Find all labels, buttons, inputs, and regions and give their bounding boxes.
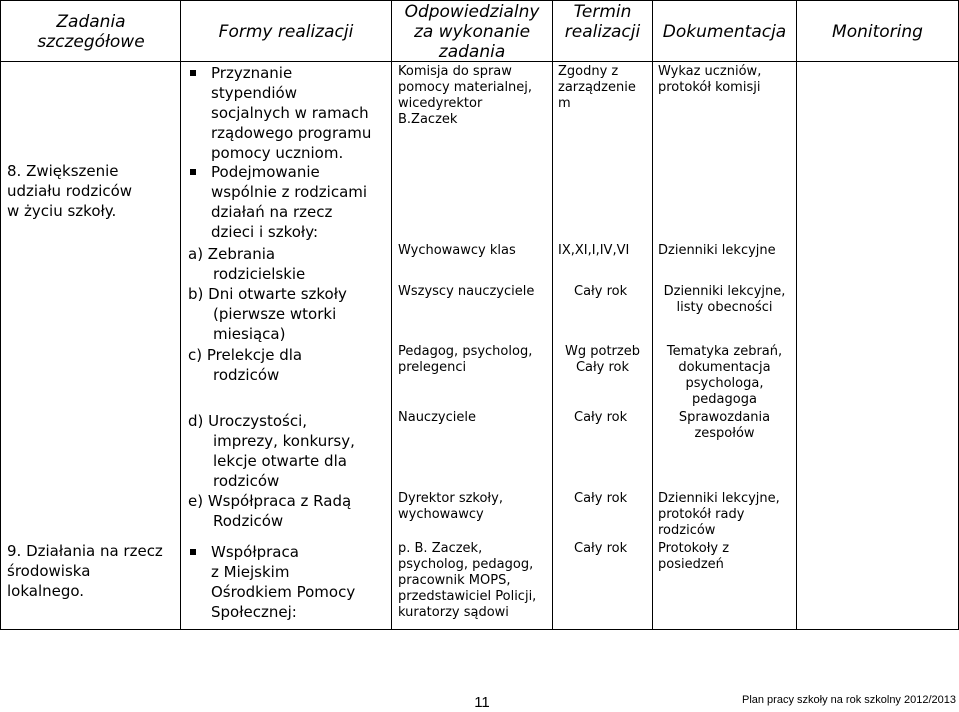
header-forms <box>181 22 391 42</box>
row-6-term <box>574 491 652 507</box>
form-b <box>188 284 388 344</box>
row-5-doc-line2: zespołów <box>694 426 755 441</box>
form-scholarships-line1: Przyznanie <box>211 64 293 82</box>
task-8-line3: w życiu szkoły. <box>7 202 117 220</box>
form-mops-line4: Społecznej: <box>211 603 297 621</box>
bullet-icon <box>190 169 196 175</box>
form-a-line1: a) Zebrania <box>188 245 276 263</box>
form-mops-line1: Współpraca <box>211 543 299 561</box>
header-forms-text: Formy realizacji <box>218 22 354 42</box>
row-7-doc-line1: Protokoły z <box>658 541 730 556</box>
form-joint-actions-line3: działań na rzecz <box>211 203 333 221</box>
row-7-doc-line2: posiedzeń <box>658 557 724 572</box>
task-9-line2: środowiska <box>7 562 91 580</box>
row-6-responsible <box>398 491 550 523</box>
form-d-line1: d) Uroczystości, <box>188 412 308 430</box>
task-8-line2: udziału rodziców <box>7 182 133 200</box>
row-1-resp-line1: Komisja do spraw <box>398 64 512 79</box>
header-responsible-line1: Odpowiedzialny <box>404 2 540 22</box>
form-joint-actions <box>211 162 389 242</box>
bullet-icon <box>190 70 196 76</box>
form-d <box>188 411 388 491</box>
form-joint-actions-line4: dzieci i szkoły: <box>211 223 319 241</box>
form-d-line3: lekcje otwarte dla <box>213 452 347 470</box>
row-7-documentation <box>658 541 794 573</box>
task-9-line3: lokalnego. <box>7 582 85 600</box>
row-7-resp-line2: psycholog, pedagog, <box>398 557 534 572</box>
header-tasks-line2: szczegółowe <box>37 32 145 52</box>
row-2-doc-line1: Dzienniki lekcyjne <box>658 243 776 258</box>
column-divider-3 <box>552 0 553 630</box>
row-3-responsible <box>398 284 558 300</box>
row-6-doc-line3: rodziców <box>658 523 716 538</box>
row-5-responsible <box>398 410 550 426</box>
row-4-resp-line1: Pedagog, psycholog, <box>398 344 533 359</box>
row-2-documentation <box>658 243 794 259</box>
row-1-term <box>558 64 650 112</box>
row-3-resp-line1: Wszyscy nauczyciele <box>398 284 535 299</box>
form-c <box>188 345 388 385</box>
form-a-line2: rodzicielskie <box>213 265 306 283</box>
row-4-doc-line1: Tematyka zebrań, <box>666 344 783 359</box>
header-term-line1: Termin <box>573 2 632 22</box>
row-4-doc-line2: dokumentacja <box>678 360 771 375</box>
row-7-term-line1: Cały rok <box>574 541 628 556</box>
row-4-responsible <box>398 344 550 376</box>
row-5-resp-line1: Nauczyciele <box>398 410 476 425</box>
row-2-resp-line1: Wychowawcy klas <box>398 243 516 258</box>
row-1-resp-line2: pomocy materialnej, <box>398 80 533 95</box>
task-8 <box>7 161 179 221</box>
row-5-doc-line1: Sprawozdania <box>678 410 771 425</box>
header-responsible-line3: zadania <box>438 42 506 62</box>
form-d-line4: rodziców <box>213 472 280 490</box>
row-4-doc-line4: pedagoga <box>692 392 757 407</box>
table-top-border <box>0 0 959 1</box>
form-c-line2: rodziców <box>213 366 280 384</box>
header-term-line2: realizacji <box>564 22 641 42</box>
row-4-doc-line3: psychologa, <box>685 376 764 391</box>
form-b-line1: b) Dni otwarte szkoły <box>188 285 347 303</box>
task-9 <box>7 541 179 601</box>
header-monitoring-text: Monitoring <box>832 22 923 42</box>
table-left-border <box>0 0 1 630</box>
row-7-resp-line3: pracownik MOPS, <box>398 573 511 588</box>
row-3-doc-line2: listy obecności <box>676 300 773 315</box>
form-a <box>188 244 388 284</box>
task-9-line1: 9. Działania na rzecz <box>7 542 163 560</box>
form-d-line2: imprezy, konkursy, <box>213 432 355 450</box>
header-documentation-text: Dokumentacja <box>662 22 787 42</box>
row-6-resp-line1: Dyrektor szkoły, <box>398 491 503 506</box>
row-2-term <box>558 243 654 259</box>
row-7-resp-line4: przedstawiciel Policji, <box>398 589 537 604</box>
form-e-line2: Rodziców <box>213 512 284 530</box>
row-5-documentation <box>653 410 796 442</box>
task-8-line1: 8. Zwiększenie <box>7 162 119 180</box>
form-joint-actions-line2: wspólnie z rodzicami <box>211 183 368 201</box>
row-7-resp-line1: p. B. Zaczek, <box>398 541 483 556</box>
header-responsible <box>392 2 552 62</box>
header-monitoring <box>797 22 958 42</box>
row-5-term-line1: Cały rok <box>574 410 628 425</box>
row-1-responsible <box>398 64 550 128</box>
form-mops-line2: z Miejskim <box>211 563 290 581</box>
form-scholarships-line5: pomocy uczniom. <box>211 144 344 162</box>
row-6-documentation <box>658 491 794 539</box>
page-number: 11 <box>474 694 490 711</box>
form-scholarships-line4: rządowego programu <box>211 124 372 142</box>
header-documentation <box>653 22 796 42</box>
row-4-term-line2: Cały rok <box>575 360 630 375</box>
form-e <box>188 491 388 531</box>
header-term <box>553 2 652 42</box>
row-7-responsible <box>398 541 552 621</box>
row-3-documentation <box>653 284 796 316</box>
header-tasks-line1: Zadania <box>56 12 126 32</box>
footer-title: Plan pracy szkoły na rok szkolny 2012/2013 <box>741 694 956 706</box>
bullet-icon <box>190 549 196 555</box>
column-divider-1 <box>180 0 181 630</box>
header-responsible-line2: za wykonanie <box>413 22 531 42</box>
header-tasks <box>2 12 180 52</box>
form-b-line2: (pierwsze wtorki <box>213 305 337 323</box>
row-7-term <box>574 541 652 557</box>
row-3-doc-line1: Dzienniki lekcyjne, <box>663 284 786 299</box>
row-1-doc-line2: protokół komisji <box>658 80 761 95</box>
row-1-resp-line3: wicedyrektor <box>398 96 483 111</box>
row-3-term-line1: Cały rok <box>574 284 628 299</box>
row-1-documentation <box>658 64 794 96</box>
row-4-documentation <box>653 344 796 408</box>
table-bottom-border <box>0 629 959 630</box>
row-4-resp-line2: prelegenci <box>398 360 467 375</box>
row-3-term <box>574 284 652 300</box>
row-7-resp-line5: kuratorzy sądowi <box>398 605 509 620</box>
row-4-term-line1: Wg potrzeb <box>565 344 640 359</box>
form-scholarships-line3: socjalnych w ramach <box>211 104 369 122</box>
form-joint-actions-line1: Podejmowanie <box>211 163 320 181</box>
row-1-term-line1: Zgodny z <box>558 64 619 79</box>
row-5-term <box>574 410 652 426</box>
row-1-doc-line1: Wykaz uczniów, <box>658 64 762 79</box>
form-scholarships <box>211 63 389 163</box>
form-e-line1: e) Współpraca z Radą <box>188 492 352 510</box>
row-4-term <box>553 344 652 376</box>
row-6-term-line1: Cały rok <box>574 491 628 506</box>
row-2-term-line1: IX,XI,I,IV,VI <box>558 243 630 258</box>
form-mops-line3: Ośrodkiem Pomocy <box>211 583 356 601</box>
row-6-doc-line1: Dzienniki lekcyjne, <box>658 491 780 506</box>
row-1-term-line2: zarządzenie <box>558 80 636 95</box>
row-6-resp-line2: wychowawcy <box>398 507 484 522</box>
column-divider-5 <box>796 0 797 630</box>
row-1-resp-line4: B.Zaczek <box>398 112 458 127</box>
row-2-responsible <box>398 243 550 259</box>
form-c-line1: c) Prelekcje dla <box>188 346 303 364</box>
form-scholarships-line2: stypendiów <box>211 84 297 102</box>
row-6-doc-line2: protokół rady <box>658 507 745 522</box>
form-mops <box>211 542 389 622</box>
form-b-line3: miesiąca) <box>213 325 286 343</box>
row-1-term-line3: m <box>558 96 571 111</box>
column-divider-2 <box>391 0 392 630</box>
